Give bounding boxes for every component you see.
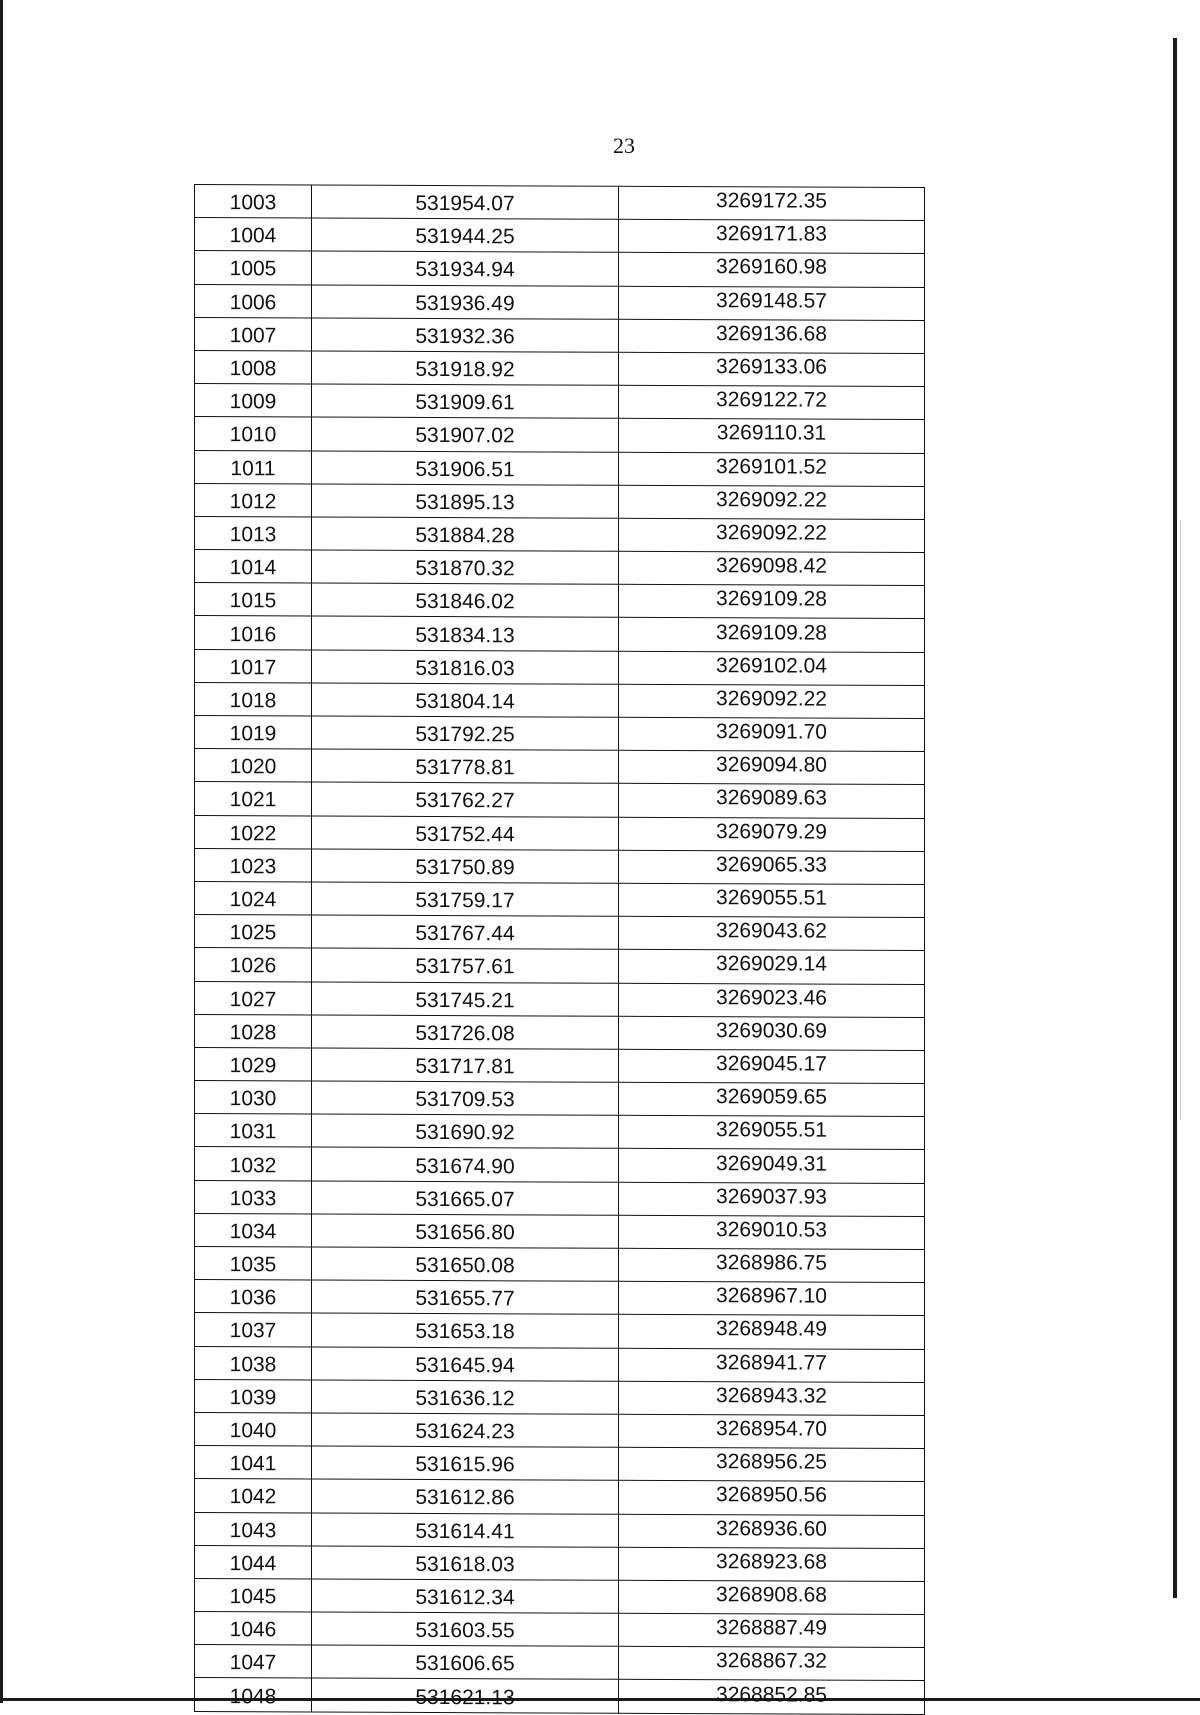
table-row bbox=[195, 1081, 925, 1117]
table-row bbox=[195, 1645, 925, 1681]
scan-edge-right bbox=[1173, 38, 1177, 1598]
table-row bbox=[195, 981, 925, 1017]
table-row bbox=[195, 1545, 925, 1581]
y-coordinate-cell: 3269171.83 bbox=[619, 219, 925, 253]
point-id-cell: 1047 bbox=[195, 1645, 312, 1679]
x-coordinate-cell: 531918.92 bbox=[312, 351, 619, 385]
table-row bbox=[195, 218, 925, 254]
table-row bbox=[195, 185, 925, 221]
x-coordinate-cell: 531636.12 bbox=[312, 1380, 619, 1414]
table-row bbox=[195, 1346, 925, 1382]
y-coordinate-cell: 3269109.28 bbox=[619, 618, 925, 652]
y-coordinate-cell: 3269055.51 bbox=[619, 883, 925, 917]
y-coordinate-cell: 3268936.60 bbox=[619, 1514, 925, 1548]
y-coordinate-cell: 3269098.42 bbox=[619, 551, 925, 585]
point-id-cell: 1034 bbox=[195, 1213, 312, 1247]
coordinate-table bbox=[194, 184, 925, 1715]
table-row bbox=[195, 284, 925, 320]
y-coordinate-cell: 3269037.93 bbox=[619, 1182, 925, 1216]
point-id-cell: 1031 bbox=[195, 1114, 312, 1148]
x-coordinate-cell: 531624.23 bbox=[312, 1413, 619, 1447]
table-row bbox=[195, 1147, 925, 1183]
x-coordinate-cell: 531762.27 bbox=[312, 782, 619, 816]
point-id-cell: 1028 bbox=[195, 1014, 312, 1048]
point-id-cell: 1044 bbox=[195, 1545, 312, 1579]
table-row bbox=[195, 550, 925, 586]
x-coordinate-cell: 531759.17 bbox=[312, 882, 619, 916]
x-coordinate-cell: 531726.08 bbox=[312, 1015, 619, 1049]
y-coordinate-cell: 3268948.49 bbox=[619, 1315, 925, 1349]
y-coordinate-cell: 3269160.98 bbox=[619, 253, 925, 287]
point-id-cell: 1033 bbox=[195, 1180, 312, 1214]
x-coordinate-cell: 531653.18 bbox=[312, 1313, 619, 1347]
y-coordinate-cell: 3269172.35 bbox=[619, 186, 925, 220]
table-row bbox=[195, 1180, 925, 1216]
point-id-cell: 1043 bbox=[195, 1512, 312, 1546]
y-coordinate-cell: 3269092.22 bbox=[619, 485, 925, 519]
x-coordinate-cell: 531834.13 bbox=[312, 616, 619, 650]
y-coordinate-cell: 3269065.33 bbox=[619, 850, 925, 884]
table-row bbox=[195, 815, 925, 851]
table-row bbox=[195, 583, 925, 619]
point-id-cell: 1011 bbox=[195, 450, 312, 484]
table-row bbox=[195, 1114, 925, 1150]
table-row bbox=[195, 516, 925, 552]
point-id-cell: 1026 bbox=[195, 948, 312, 982]
point-id-cell: 1009 bbox=[195, 384, 312, 418]
point-id-cell: 1040 bbox=[195, 1412, 312, 1446]
table-row bbox=[195, 350, 925, 386]
x-coordinate-cell: 531615.96 bbox=[312, 1446, 619, 1480]
y-coordinate-cell: 3269148.57 bbox=[619, 286, 925, 320]
point-id-cell: 1035 bbox=[195, 1247, 312, 1281]
table-row bbox=[195, 1446, 925, 1482]
x-coordinate-cell: 531757.61 bbox=[312, 948, 619, 982]
x-coordinate-cell: 531944.25 bbox=[312, 218, 619, 252]
x-coordinate-cell: 531936.49 bbox=[312, 285, 619, 319]
table-row bbox=[195, 848, 925, 884]
point-id-cell: 1038 bbox=[195, 1346, 312, 1380]
x-coordinate-cell: 531612.34 bbox=[312, 1579, 619, 1613]
x-coordinate-cell: 531690.92 bbox=[312, 1114, 619, 1148]
point-id-cell: 1005 bbox=[195, 251, 312, 285]
point-id-cell: 1030 bbox=[195, 1081, 312, 1115]
y-coordinate-cell: 3268908.68 bbox=[619, 1580, 925, 1614]
point-id-cell: 1007 bbox=[195, 317, 312, 351]
y-coordinate-cell: 3268943.32 bbox=[619, 1381, 925, 1415]
y-coordinate-cell: 3268887.49 bbox=[619, 1613, 925, 1647]
table-row bbox=[195, 1412, 925, 1448]
table-row bbox=[195, 450, 925, 486]
y-coordinate-cell: 3269029.14 bbox=[619, 950, 925, 984]
x-coordinate-cell: 531954.07 bbox=[312, 185, 619, 219]
table-row bbox=[195, 384, 925, 420]
y-coordinate-cell: 3269030.69 bbox=[619, 1016, 925, 1050]
table-row bbox=[195, 1512, 925, 1548]
x-coordinate-cell: 531621.13 bbox=[312, 1678, 619, 1712]
point-id-cell: 1008 bbox=[195, 350, 312, 384]
table-row bbox=[195, 1014, 925, 1050]
y-coordinate-cell: 3269092.22 bbox=[619, 684, 925, 718]
point-id-cell: 1046 bbox=[195, 1612, 312, 1646]
y-coordinate-cell: 3269109.28 bbox=[619, 585, 925, 619]
point-id-cell: 1010 bbox=[195, 417, 312, 451]
table-row bbox=[195, 1612, 925, 1648]
scan-edge-left bbox=[0, 0, 3, 1703]
table-row bbox=[195, 682, 925, 718]
point-id-cell: 1022 bbox=[195, 815, 312, 849]
point-id-cell: 1025 bbox=[195, 915, 312, 949]
y-coordinate-cell: 3269122.72 bbox=[619, 385, 925, 419]
x-coordinate-cell: 531618.03 bbox=[312, 1546, 619, 1580]
table-row bbox=[195, 716, 925, 752]
y-coordinate-cell: 3269010.53 bbox=[619, 1215, 925, 1249]
x-coordinate-cell: 531655.77 bbox=[312, 1280, 619, 1314]
x-coordinate-cell: 531909.61 bbox=[312, 384, 619, 418]
point-id-cell: 1027 bbox=[195, 981, 312, 1015]
point-id-cell: 1039 bbox=[195, 1379, 312, 1413]
x-coordinate-cell: 531804.14 bbox=[312, 683, 619, 717]
x-coordinate-cell: 531932.36 bbox=[312, 318, 619, 352]
point-id-cell: 1045 bbox=[195, 1578, 312, 1612]
point-id-cell: 1004 bbox=[195, 218, 312, 252]
table-row bbox=[195, 749, 925, 785]
point-id-cell: 1015 bbox=[195, 583, 312, 617]
x-coordinate-cell: 531792.25 bbox=[312, 716, 619, 750]
table-row bbox=[195, 1479, 925, 1515]
point-id-cell: 1042 bbox=[195, 1479, 312, 1513]
x-coordinate-cell: 531816.03 bbox=[312, 650, 619, 684]
table-row bbox=[195, 1678, 925, 1714]
point-id-cell: 1003 bbox=[195, 185, 312, 219]
point-id-cell: 1018 bbox=[195, 682, 312, 716]
table-row bbox=[195, 1280, 925, 1316]
y-coordinate-cell: 3269092.22 bbox=[619, 518, 925, 552]
x-coordinate-cell: 531846.02 bbox=[312, 583, 619, 617]
y-coordinate-cell: 3269089.63 bbox=[619, 784, 925, 818]
x-coordinate-cell: 531709.53 bbox=[312, 1081, 619, 1115]
table-row bbox=[195, 782, 925, 818]
y-coordinate-cell: 3269055.51 bbox=[619, 1116, 925, 1150]
y-coordinate-cell: 3269110.31 bbox=[619, 419, 925, 453]
table-row bbox=[195, 881, 925, 917]
table-row bbox=[195, 317, 925, 353]
x-coordinate-cell: 531674.90 bbox=[312, 1147, 619, 1181]
x-coordinate-cell: 531612.86 bbox=[312, 1479, 619, 1513]
table-row bbox=[195, 417, 925, 453]
table-row bbox=[195, 483, 925, 519]
x-coordinate-cell: 531656.80 bbox=[312, 1214, 619, 1248]
page-number: 23 bbox=[613, 133, 635, 158]
y-coordinate-cell: 3269091.70 bbox=[619, 717, 925, 751]
y-coordinate-cell: 3269049.31 bbox=[619, 1149, 925, 1183]
table-row bbox=[195, 649, 925, 685]
x-coordinate-cell: 531645.94 bbox=[312, 1347, 619, 1381]
table-row bbox=[195, 948, 925, 984]
point-id-cell: 1012 bbox=[195, 483, 312, 517]
coordinate-table-body bbox=[195, 185, 925, 1715]
x-coordinate-cell: 531750.89 bbox=[312, 849, 619, 883]
point-id-cell: 1006 bbox=[195, 284, 312, 318]
y-coordinate-cell: 3269101.52 bbox=[619, 452, 925, 486]
point-id-cell: 1041 bbox=[195, 1446, 312, 1480]
x-coordinate-cell: 531752.44 bbox=[312, 816, 619, 850]
coordinate-table-wrapper bbox=[194, 184, 924, 1715]
x-coordinate-cell: 531606.65 bbox=[312, 1645, 619, 1679]
y-coordinate-cell: 3269059.65 bbox=[619, 1082, 925, 1116]
table-row bbox=[195, 1313, 925, 1349]
x-coordinate-cell: 531895.13 bbox=[312, 484, 619, 518]
y-coordinate-cell: 3269023.46 bbox=[619, 983, 925, 1017]
y-coordinate-cell: 3269094.80 bbox=[619, 750, 925, 784]
point-id-cell: 1014 bbox=[195, 550, 312, 584]
table-row bbox=[195, 251, 925, 287]
y-coordinate-cell: 3268950.56 bbox=[619, 1481, 925, 1515]
table-row bbox=[195, 616, 925, 652]
point-id-cell: 1013 bbox=[195, 516, 312, 550]
x-coordinate-cell: 531767.44 bbox=[312, 915, 619, 949]
y-coordinate-cell: 3268941.77 bbox=[619, 1348, 925, 1382]
table-row bbox=[195, 1047, 925, 1083]
point-id-cell: 1020 bbox=[195, 749, 312, 783]
x-coordinate-cell: 531717.81 bbox=[312, 1048, 619, 1082]
table-row bbox=[195, 1213, 925, 1249]
x-coordinate-cell: 531778.81 bbox=[312, 749, 619, 783]
x-coordinate-cell: 531650.08 bbox=[312, 1247, 619, 1281]
y-coordinate-cell: 3268852.85 bbox=[619, 1680, 925, 1714]
table-row bbox=[195, 1578, 925, 1614]
x-coordinate-cell: 531934.94 bbox=[312, 251, 619, 285]
point-id-cell: 1048 bbox=[195, 1678, 312, 1712]
x-coordinate-cell: 531614.41 bbox=[312, 1512, 619, 1546]
point-id-cell: 1029 bbox=[195, 1047, 312, 1081]
y-coordinate-cell: 3268986.75 bbox=[619, 1248, 925, 1282]
point-id-cell: 1023 bbox=[195, 848, 312, 882]
y-coordinate-cell: 3268967.10 bbox=[619, 1281, 925, 1315]
x-coordinate-cell: 531884.28 bbox=[312, 517, 619, 551]
y-coordinate-cell: 3269043.62 bbox=[619, 916, 925, 950]
y-coordinate-cell: 3269079.29 bbox=[619, 817, 925, 851]
y-coordinate-cell: 3269136.68 bbox=[619, 319, 925, 353]
point-id-cell: 1016 bbox=[195, 616, 312, 650]
x-coordinate-cell: 531603.55 bbox=[312, 1612, 619, 1646]
y-coordinate-cell: 3268867.32 bbox=[619, 1647, 925, 1681]
point-id-cell: 1019 bbox=[195, 716, 312, 750]
table-row bbox=[195, 1379, 925, 1415]
y-coordinate-cell: 3269045.17 bbox=[619, 1049, 925, 1083]
table-row bbox=[195, 1247, 925, 1283]
y-coordinate-cell: 3269133.06 bbox=[619, 352, 925, 386]
x-coordinate-cell: 531870.32 bbox=[312, 550, 619, 584]
point-id-cell: 1037 bbox=[195, 1313, 312, 1347]
x-coordinate-cell: 531665.07 bbox=[312, 1181, 619, 1215]
point-id-cell: 1024 bbox=[195, 881, 312, 915]
point-id-cell: 1021 bbox=[195, 782, 312, 816]
y-coordinate-cell: 3269102.04 bbox=[619, 651, 925, 685]
table-row bbox=[195, 915, 925, 951]
point-id-cell: 1032 bbox=[195, 1147, 312, 1181]
y-coordinate-cell: 3268956.25 bbox=[619, 1447, 925, 1481]
x-coordinate-cell: 531745.21 bbox=[312, 981, 619, 1015]
x-coordinate-cell: 531907.02 bbox=[312, 417, 619, 451]
y-coordinate-cell: 3268954.70 bbox=[619, 1414, 925, 1448]
y-coordinate-cell: 3268923.68 bbox=[619, 1547, 925, 1581]
point-id-cell: 1017 bbox=[195, 649, 312, 683]
x-coordinate-cell: 531906.51 bbox=[312, 450, 619, 484]
scan-edge-right-faint bbox=[1180, 520, 1181, 1120]
point-id-cell: 1036 bbox=[195, 1280, 312, 1314]
